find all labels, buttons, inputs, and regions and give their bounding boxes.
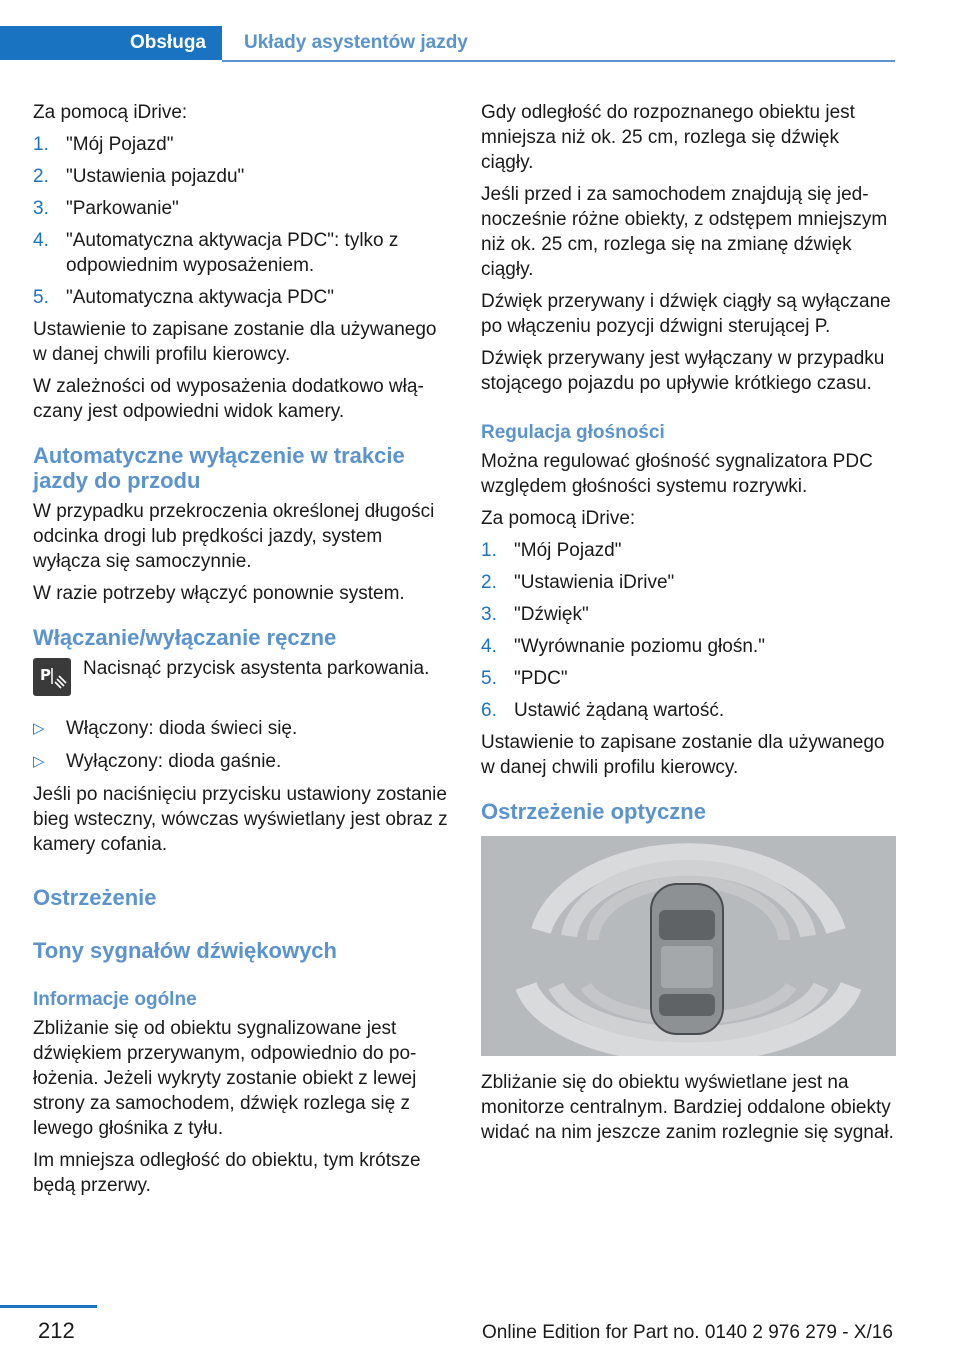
right-column (481, 100, 896, 1152)
list-item: 4. "Automatyczna aktywacja PDC": tylko z odpowiednim wyposażeniem. (33, 230, 399, 276)
paragraph: W zależności od wyposażenia dodatkowo włączany jest odpowiedni widok kamery. (33, 376, 424, 422)
chapter-tab[interactable]: Obsługa (0, 26, 222, 60)
list-item: 5. "Automatyczna aktywacja PDC" (33, 287, 334, 308)
paragraph: Ustawienie to zapisane zostanie dla używanego w danej chwili profilu kierowcy. (481, 732, 885, 778)
list-item: 6. Ustawić żądaną wartość. (481, 700, 725, 721)
pdc-display-image (481, 836, 896, 1056)
press-button-row (33, 656, 453, 696)
left-column (33, 100, 453, 1205)
pdc-car-illustration (481, 836, 896, 1056)
list-item: ▷ Wyłączony: dioda gaśnie. (33, 751, 282, 772)
edition-text: Online Edition for Part no. 0140 2 976 279 - X/16 (482, 1322, 893, 1343)
idrive-steps (33, 132, 453, 310)
paragraph: W razie potrzeby włączyć ponownie system. (33, 583, 405, 604)
paragraph: Zbliżanie się od obiektu sygnalizowane jest dźwiękiem przerywanym, odpowiednio do położenia. Jeżeli wykryty zostanie obiekt z lewej strony za samochodem, dźwięk rozlega się z lewego głośnika z tyłu. (33, 1018, 417, 1139)
paragraph: Ustawienie to zapisane zostanie dla używanego w danej chwili profilu kierowcy. (33, 319, 437, 365)
list-item: 4. "Wyrównanie poziomu głośn." (481, 636, 765, 657)
parking-assist-icon (33, 658, 71, 696)
paragraph: Im mniejsza odległość do obiektu, tym krótsze będą przerwy. (33, 1150, 421, 1196)
paragraph: Zbliżanie się do obiektu wyświetlane jest na monitorze centralnym. Bardziej oddalone obiekty widać na nim jeszcze zanim rozlegnie się sygnał. (481, 1072, 894, 1143)
heading-optical: Ostrzeżenie optyczne (481, 799, 706, 824)
list-item: ▷ Włączony: dioda świeci się. (33, 718, 298, 739)
paragraph: Można regulować głośność sygnalizatora PDC względem głośności systemu rozrywki. (481, 451, 873, 497)
idrive-intro: Za pomocą iDrive: (481, 508, 636, 529)
heading-auto-off: Automatyczne wyłączenie w trakcie jazdy do przodu (33, 443, 405, 493)
paragraph: Jeśli przed i za samochodem znajdują się jednocześnie różne obiekty, z odstępem mniejszym niż ok. 25 cm, rozlega się na zmianę dźwięk ciągły. (481, 184, 888, 280)
heading-warning: Ostrzeżenie (33, 885, 157, 910)
page-header (0, 26, 895, 62)
paragraph: Dźwięk przerywany i dźwięk ciągły są wyłączane po włączeniu pozycji dźwigni sterującej P. (481, 291, 891, 337)
list-item: 3. "Parkowanie" (33, 198, 179, 219)
heading-tones: Tony sygnałów dźwiękowych (33, 938, 337, 963)
triangle-bullet-icon: ▷ (33, 720, 45, 737)
paragraph: Jeśli po naciśnięciu przycisku ustawiony zostanie bieg wsteczny, wówczas wyświetlany jest obraz z kamery cofania. (33, 784, 448, 855)
list-item: 5. "PDC" (481, 668, 568, 689)
header-rule (222, 60, 895, 62)
footer-rule (0, 1305, 97, 1308)
list-item: 3. "Dźwięk" (481, 604, 589, 625)
heading-volume: Regulacja głośności (481, 422, 665, 443)
paragraph: Gdy odległość do rozpoznanego obiektu jest mniejsza niż ok. 25 cm, rozlega się dźwięk ciągły. (481, 102, 855, 173)
heading-manual: Włączanie/wyłączanie ręczne (33, 625, 337, 650)
page-number: 212 (38, 1318, 75, 1343)
led-states (33, 716, 453, 774)
volume-steps (481, 538, 896, 723)
list-item: 2. "Ustawienia iDrive" (481, 572, 675, 593)
idrive-intro: Za pomocą iDrive: (33, 102, 188, 123)
list-item: 1. "Mój Pojazd" (33, 134, 174, 155)
paragraph: Dźwięk przerywany jest wyłączany w przypadku stojącego pojazdu po upływie krótkiego czasu. (481, 348, 885, 394)
list-item: 1. "Mój Pojazd" (481, 540, 622, 561)
svg-text:P: P (40, 666, 51, 684)
heading-general: Informacje ogólne (33, 989, 197, 1010)
paragraph: W przypadku przekroczenia określonej długości odcinka drogi lub prędkości jazdy, system wyłącza się samoczynnie. (33, 501, 435, 572)
section-tab[interactable]: Układy asystentów jazdy (244, 32, 468, 53)
triangle-bullet-icon: ▷ (33, 753, 45, 770)
press-button-text: Nacisnąć przycisk asystenta parkowania. (83, 658, 430, 679)
list-item: 2. "Ustawienia pojazdu" (33, 166, 245, 187)
